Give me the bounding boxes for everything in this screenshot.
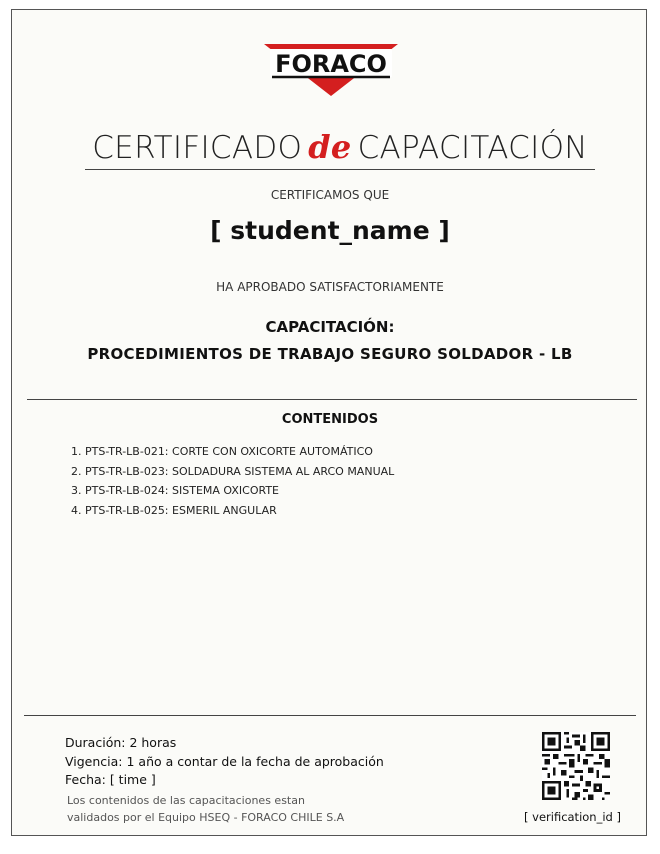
title-underline [85, 169, 595, 170]
vigencia-text: Vigencia: 1 año a contar de la fecha de aprobación [65, 754, 384, 769]
list-item: 4. PTS-TR-LB-025: ESMERIL ANGULAR [71, 503, 277, 517]
certificate-title [82, 128, 598, 168]
duracion-text: Duración: 2 horas [65, 735, 177, 750]
list-item: 2. PTS-TR-LB-023: SOLDADURA SISTEMA AL ARCO MANUAL [71, 464, 395, 478]
foraco-logo [264, 44, 398, 96]
validation-note-line1: Los contenidos de las capacitaciones estan [67, 794, 305, 807]
aprobado-text: HA APROBADO SATISFACTORIAMENTE [216, 280, 444, 294]
fecha-text: Fecha: [ time ] [65, 772, 156, 787]
contenidos-title: CONTENIDOS [281, 412, 379, 427]
qr-code-icon [542, 732, 610, 800]
title-part2: CAPACITACIÓN [357, 130, 588, 166]
certificamos-text: CERTIFICAMOS QUE [270, 188, 390, 202]
student-name: [ student_name ] [210, 216, 450, 245]
verification-id: [ verification_id ] [524, 810, 621, 824]
capacitacion-label: CAPACITACIÓN: [265, 318, 395, 336]
section-divider [27, 399, 637, 400]
contenidos-list [71, 442, 394, 520]
footer-divider [24, 715, 636, 716]
title-part1: CERTIFICADO [92, 130, 303, 166]
capacitacion-name: PROCEDIMIENTOS DE TRABAJO SEGURO SOLDADOR - LB [87, 345, 573, 363]
logo-text: FORACO [275, 50, 387, 78]
validation-note-line2: validados por el Equipo HSEQ - FORACO CHILE S.A [67, 811, 345, 824]
title-connector: de [308, 128, 352, 166]
list-item: 3. PTS-TR-LB-024: SISTEMA OXICORTE [71, 484, 279, 497]
list-item: 1. PTS-TR-LB-021: CORTE CON OXICORTE AUTOMÁTICO [71, 445, 373, 458]
